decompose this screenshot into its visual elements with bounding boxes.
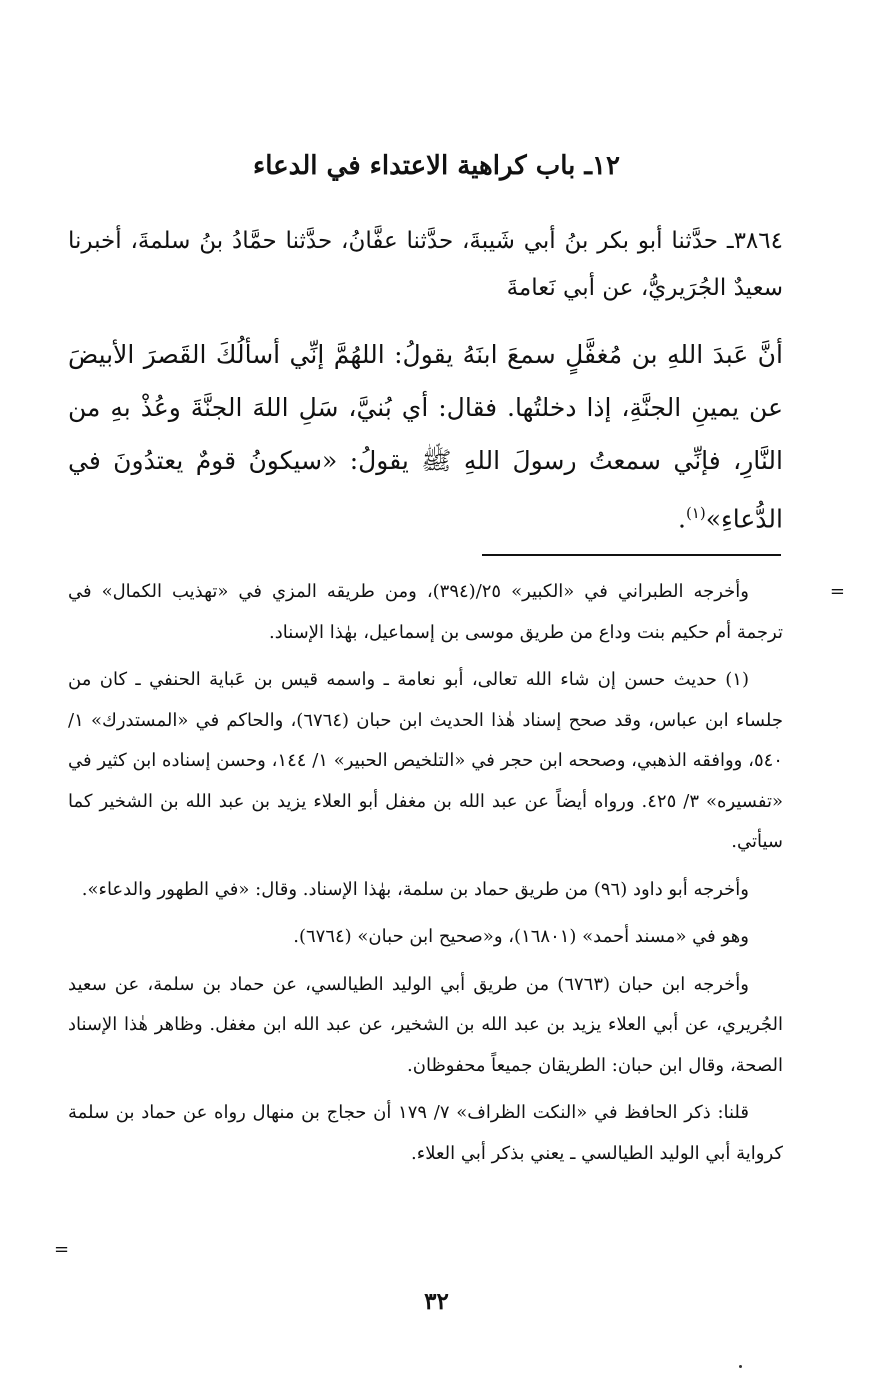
continuation-mark-bottom: = — [54, 1239, 70, 1260]
footnote-separator — [482, 554, 781, 556]
footnote-marker[interactable]: (١) — [685, 504, 706, 522]
footnote-paragraph: وأخرجه ابن حبان (٦٧٦٣) من طريق أبي الوليد الطيالسي، عن حماد بن سلمة، عن سعيد الجُريري، عن أبي العلاء يزيد بن عبد الله بن الشخير، عن عبد الله ابن مغفل. وظاهر هٰذا الإسناد الصحة، وقال ابن حبان: الطريقان جميعاً محفوظان. — [68, 973, 783, 1076]
continuation-mark-top: = — [829, 581, 845, 602]
footnote-paragraph: وأخرجه الطبراني في «الكبير» ٢٥/(٣٩٤)، ومن طريقه المزي في «تهذيب الكمال» في ترجمة أم حكيم بنت وداع من طريق موسى بن إسماعيل، بهٰذا الإسناد. — [68, 581, 783, 643]
print-speck — [739, 1365, 742, 1368]
hadith-isnad: ٣٨٦٤ـ حدَّثنا أبو بكر بنُ أبي شَيبةَ، حدَّثنا عفَّانُ، حدَّثنا حمَّادُ بنُ سلمةَ، أخبرنا سعيدٌ الجُرَيريُّ، عن أبي نَعامةَ — [68, 228, 783, 301]
footnote-paragraph: وأخرجه أبو داود (٩٦) من طريق حماد بن سلمة، بهٰذا الإسناد. وقال: «في الطهور والدعاء». — [81, 878, 749, 900]
footnotes — [68, 572, 783, 1181]
footnote-paragraph: (١) حديث حسن إن شاء الله تعالى، أبو نعامة ـ واسمه قيس بن عَباية الحنفي ـ كان من جلساء ابن عباس، وقد صحح إسناد هٰذا الحديث ابن حبان (٦٧٦٤)، والحاكم في «المستدرك» ١/ ٥٤٠، ووافقه الذهبي، وصححه ابن حجر في «التلخيص الحبير» ١/ ١٤٤، وحسن إسناده ابن كثير في «تفسيره» ٣/ ٤٢٥. ورواه أيضاً عن عبد الله بن مغفل أبو العلاء يزيد بن عبد الله بن الشخير كما سيأتي. — [68, 669, 783, 852]
footnote-paragraph: وهو في «مسند أحمد» (١٦٨٠١)، و«صحيح ابن حبان» (٦٧٦٤). — [293, 926, 749, 947]
hadith-matn-text: أنَّ عَبدَ اللهِ بن مُغفَّلٍ سمعَ ابنَهُ يقولُ: اللهُمَّ إنِّي أسألُكَ القَصرَ الأبيضَ عن يمينِ الجنَّةِ، إذا دخلتُها. فقال: أي بُنيَّ، سَلِ اللهَ الجنَّةَ وعُذْ بهِ من النَّارِ، فإنِّي سمعتُ رسولَ اللهِ ﷺ يقولُ: «سيكونُ قومٌ يعتدُونَ في الدُّعاءِ» — [68, 340, 783, 534]
footnote-paragraph: قلنا: ذكر الحافظ في «النكت الظراف» ٧/ ١٧٩ أن حجاج بن منهال رواه عن حماد بن سلمة كرواية أبي الوليد الطيالسي ـ يعني بذكر أبي العلاء. — [68, 1102, 783, 1164]
hadith-end-punct: . — [677, 504, 686, 534]
hadith-matn — [68, 328, 783, 545]
page-number: ٣٢ — [424, 1288, 449, 1315]
chapter-title: ١٢ـ باب كراهية الاعتداء في الدعاء — [253, 151, 620, 181]
